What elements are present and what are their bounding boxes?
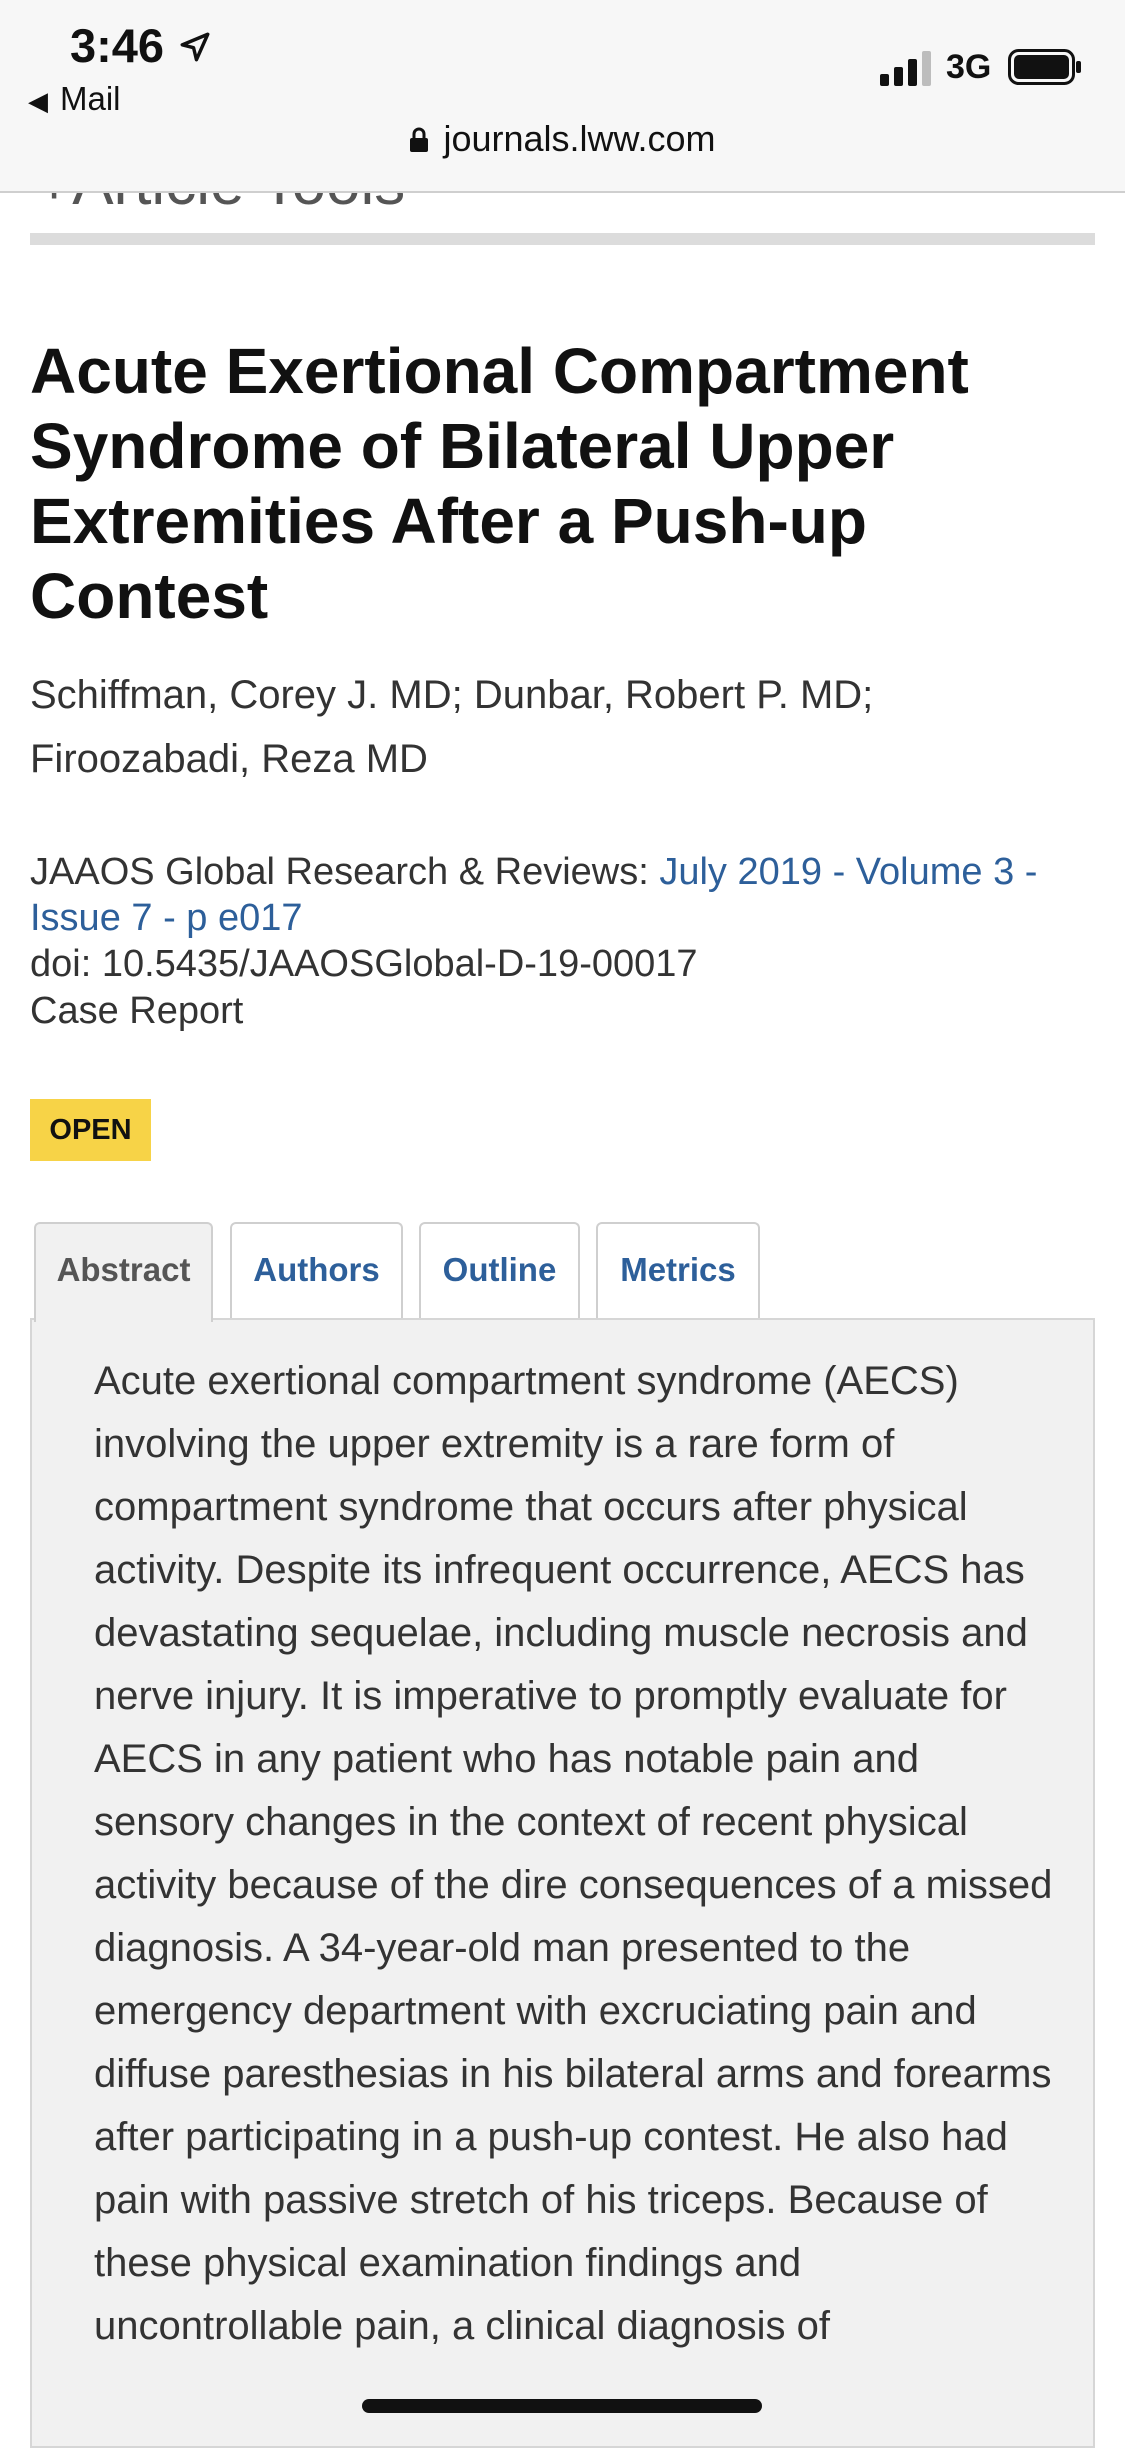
tab-abstract[interactable]: Abstract [34, 1222, 213, 1322]
back-triangle-icon: ◀ [28, 86, 48, 116]
journal-name: JAAOS Global Research & Reviews: [30, 851, 660, 893]
article-type: Case Report [30, 990, 244, 1032]
abstract-text: Acute exertional compartment syndrome (AECS) involving the upper extremity is a rare form of compartment syndrome that occurs after physical activity. Despite its infrequent occurrence, AECS has devastating sequelae, including muscle necrosis and nerve injury. It is imperative to promptly evaluate for AECS in any patient who has notable pain and sensory changes in the context of recent physical activity because of the dire consequences of a missed diagnosis. A 34-year-old man presented to the emergency department with excruciating pain and diffuse paresthesias in his bilateral arms and forearms after participating in a push-up contest. He also had pain with passive stretch of his triceps. Because of these physical examination findings and uncontrollable pain, a clinical diagnosis of [94, 1359, 1053, 2348]
open-access-badge: OPEN [30, 1099, 151, 1161]
status-time: 3:46 [70, 19, 165, 72]
article-title: Acute Exertional Compartment Syndrome of Bilateral Upper Extremities After a Push-up Contest [30, 335, 969, 632]
tab-outline[interactable]: Outline [419, 1222, 580, 1318]
cellular-signal-icon [880, 50, 932, 86]
battery-icon [1008, 49, 1082, 85]
issue-link[interactable]: July 2019 - Volume 3 - Issue 7 - p e017 [30, 851, 1038, 939]
tab-authors[interactable]: Authors [230, 1222, 403, 1318]
address-bar[interactable] [0, 118, 1125, 160]
home-indicator[interactable] [362, 2399, 762, 2413]
divider-bar [30, 233, 1095, 245]
url-text: journals.lww.com [443, 118, 716, 159]
article-doi: doi: 10.5435/JAAOSGlobal-D-19-00017 [30, 943, 698, 985]
back-label: Mail [60, 80, 121, 117]
location-arrow-icon [178, 30, 212, 64]
article-authors: Schiffman, Corey J. MD; Dunbar, Robert P. MD; Firoozabadi, Reza MD [30, 673, 874, 781]
abstract-panel [30, 1318, 1095, 2448]
tab-metrics[interactable]: Metrics [596, 1222, 760, 1318]
journal-citation [30, 849, 1100, 941]
back-to-mail-button[interactable] [28, 80, 121, 118]
network-type: 3G [946, 48, 992, 86]
browser-top-bar [0, 0, 1125, 193]
lock-icon [409, 127, 429, 153]
